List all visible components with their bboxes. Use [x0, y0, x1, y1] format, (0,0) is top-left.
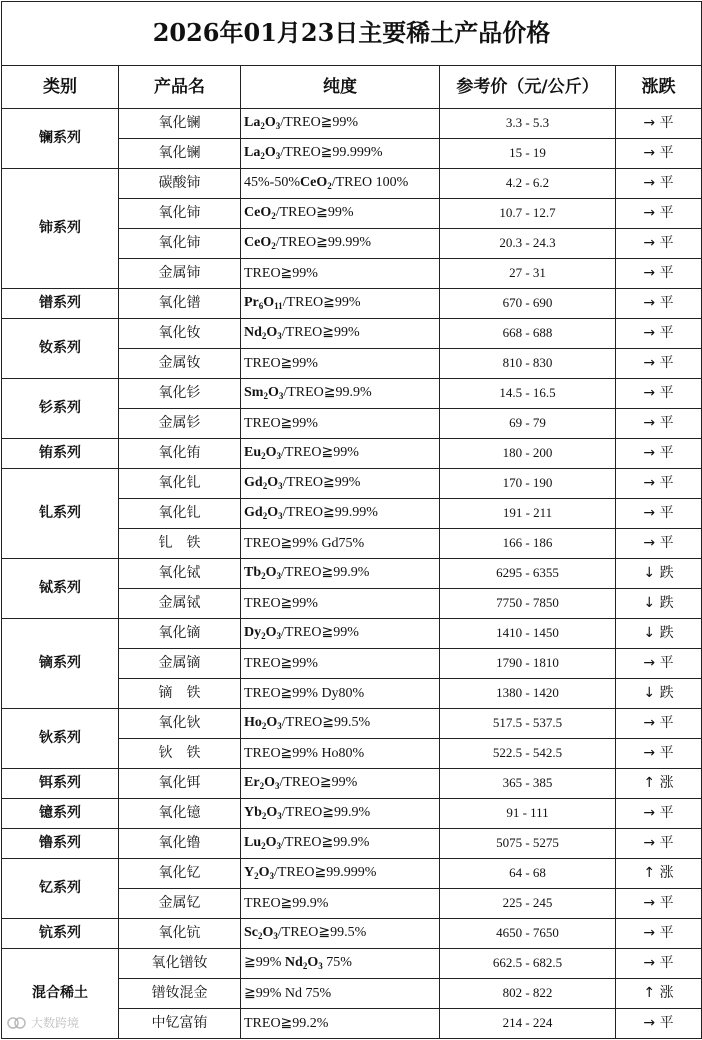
product-cell: 钆 铁 — [119, 529, 241, 559]
purity-cell — [241, 589, 440, 619]
header-row — [2, 66, 702, 109]
purity-cell — [241, 379, 440, 409]
chemical-formula: $Gd_2O_3$ — [244, 505, 283, 522]
purity-suffix: /TREO≧99% — [275, 205, 354, 221]
watermark-text: 大数跨境 — [31, 1016, 80, 1030]
purity-suffix: TREO≧99% Gd75% — [244, 535, 365, 551]
purity-cell — [241, 319, 440, 349]
price-cell: 4.2 - 6.2 — [440, 169, 616, 199]
chemical-formula: $Nd_2O_3$ — [284, 955, 323, 972]
title-row — [2, 2, 702, 66]
trend-cell: ↓ 跌 — [616, 679, 702, 709]
product-cell: 氧化镨钕 — [119, 949, 241, 979]
price-cell: 166 - 186 — [440, 529, 616, 559]
chemical-formula: $Lu_2O_3$ — [244, 835, 282, 852]
product-cell: 氧化钆 — [119, 499, 241, 529]
price-table — [1, 1, 702, 1039]
chemical-formula: $Dy_2O_3$ — [244, 625, 282, 642]
product-cell: 氧化镝 — [119, 619, 241, 649]
purity-cell — [241, 709, 440, 739]
chemical-formula: $Y_2O_3$ — [244, 865, 275, 882]
product-cell: 氧化钕 — [119, 319, 241, 349]
price-cell: 15 - 19 — [440, 139, 616, 169]
price-cell: 91 - 111 — [440, 799, 616, 829]
purity-suffix: 75% — [322, 955, 352, 971]
price-cell: 64 - 68 — [440, 859, 616, 889]
table-row — [2, 169, 702, 199]
price-cell: 20.3 - 24.3 — [440, 229, 616, 259]
trend-cell: → 平 — [616, 259, 702, 289]
watermark — [6, 1014, 79, 1031]
product-cell: 金属钕 — [119, 349, 241, 379]
purity-cell — [241, 859, 440, 889]
purity-suffix: /TREO≧99.99% — [275, 235, 372, 251]
product-cell: 氧化钪 — [119, 919, 241, 949]
table-row — [2, 709, 702, 739]
purity-suffix: TREO≧99% — [244, 595, 318, 611]
price-cell: 1790 - 1810 — [440, 649, 616, 679]
table-row — [2, 619, 702, 649]
table-row — [2, 559, 702, 589]
table-row — [2, 769, 702, 799]
price-cell: 4650 - 7650 — [440, 919, 616, 949]
price-cell: 1410 - 1450 — [440, 619, 616, 649]
trend-cell: ↑ 涨 — [616, 979, 702, 1009]
header-category: 类别 — [2, 66, 119, 109]
table-row — [2, 319, 702, 349]
trend-cell: → 平 — [616, 529, 702, 559]
table-row — [2, 469, 702, 499]
purity-cell — [241, 949, 440, 979]
purity-cell — [241, 559, 440, 589]
purity-suffix: /TREO≧99% — [282, 475, 361, 491]
purity-cell — [241, 769, 440, 799]
trend-cell: → 平 — [616, 739, 702, 769]
purity-cell — [241, 649, 440, 679]
purity-suffix: /TREO≧99.9% — [281, 835, 370, 851]
purity-cell — [241, 439, 440, 469]
header-purity: 纯度 — [241, 66, 440, 109]
product-cell: 氧化铈 — [119, 199, 241, 229]
price-cell: 69 - 79 — [440, 409, 616, 439]
table-row — [2, 799, 702, 829]
purity-suffix: /TREO≧99.5% — [277, 925, 367, 941]
purity-prefix: 45%-50% — [244, 175, 300, 191]
trend-cell: → 平 — [616, 1009, 702, 1039]
purity-cell — [241, 919, 440, 949]
trend-cell: → 平 — [616, 409, 702, 439]
purity-prefix: ≧99% — [244, 955, 285, 971]
header-trend: 涨跌 — [616, 66, 702, 109]
product-cell: 氧化钐 — [119, 379, 241, 409]
chemical-formula: CeO$_2$ — [244, 205, 276, 222]
table-row — [2, 919, 702, 949]
purity-suffix: /TREO≧99% — [281, 625, 359, 641]
product-cell: 中钇富铕 — [119, 1009, 241, 1039]
product-cell: 氧化铒 — [119, 769, 241, 799]
category-cell: 镝系列 — [2, 619, 119, 709]
chemical-formula: $Sm_2O_3$ — [244, 385, 284, 402]
purity-suffix: /TREO≧99% — [281, 325, 360, 341]
chemical-formula: $Nd_2O_3$ — [244, 325, 282, 342]
product-cell: 金属铈 — [119, 259, 241, 289]
purity-suffix: TREO≧99% Ho80% — [244, 745, 365, 761]
product-cell: 氧化镧 — [119, 109, 241, 139]
category-cell: 铈系列 — [2, 169, 119, 289]
purity-cell — [241, 619, 440, 649]
trend-cell: → 平 — [616, 289, 702, 319]
purity-cell — [241, 349, 440, 379]
purity-cell — [241, 109, 440, 139]
product-cell: 氧化铕 — [119, 439, 241, 469]
price-cell: 7750 - 7850 — [440, 589, 616, 619]
purity-suffix: TREO≧99% — [244, 355, 318, 371]
category-cell: 钕系列 — [2, 319, 119, 379]
category-cell: 镥系列 — [2, 829, 119, 859]
price-cell: 191 - 211 — [440, 499, 616, 529]
purity-cell — [241, 289, 440, 319]
trend-cell: → 平 — [616, 919, 702, 949]
trend-cell: → 平 — [616, 319, 702, 349]
purity-cell — [241, 889, 440, 919]
product-cell: 氧化钇 — [119, 859, 241, 889]
purity-suffix: /TREO≧99% — [282, 295, 361, 311]
trend-cell: → 平 — [616, 649, 702, 679]
table-row — [2, 829, 702, 859]
chemical-formula: $Sc_2O_3$ — [244, 925, 278, 942]
chemical-formula: $Ho_2O_3$ — [244, 715, 282, 732]
price-cell: 225 - 245 — [440, 889, 616, 919]
category-cell: 钪系列 — [2, 919, 119, 949]
product-cell: 金属铽 — [119, 589, 241, 619]
price-cell: 662.5 - 682.5 — [440, 949, 616, 979]
trend-cell: → 平 — [616, 889, 702, 919]
product-cell: 氧化钬 — [119, 709, 241, 739]
category-cell: 镨系列 — [2, 289, 119, 319]
purity-suffix: /TREO≧99% — [281, 445, 359, 461]
product-cell: 镝 铁 — [119, 679, 241, 709]
table-row — [2, 379, 702, 409]
product-cell: 氧化镥 — [119, 829, 241, 859]
price-cell: 810 - 830 — [440, 349, 616, 379]
price-cell: 27 - 31 — [440, 259, 616, 289]
category-cell: 钐系列 — [2, 379, 119, 439]
purity-suffix: /TREO≧99% — [280, 115, 359, 131]
purity-suffix: /TREO≧99.5% — [281, 715, 371, 731]
price-cell: 365 - 385 — [440, 769, 616, 799]
purity-cell — [241, 199, 440, 229]
purity-cell — [241, 409, 440, 439]
purity-suffix: /TREO≧99.99% — [282, 505, 378, 521]
purity-cell — [241, 139, 440, 169]
trend-cell: → 平 — [616, 709, 702, 739]
trend-cell: → 平 — [616, 499, 702, 529]
purity-cell — [241, 799, 440, 829]
trend-cell: → 平 — [616, 109, 702, 139]
price-cell: 802 - 822 — [440, 979, 616, 1009]
trend-cell: → 平 — [616, 379, 702, 409]
purity-suffix: TREO≧99% — [244, 655, 318, 671]
trend-cell: → 平 — [616, 439, 702, 469]
category-cell: 铒系列 — [2, 769, 119, 799]
table-row — [2, 109, 702, 139]
chemical-formula: $Eu_2O_3$ — [244, 445, 282, 462]
price-cell: 6295 - 6355 — [440, 559, 616, 589]
purity-cell — [241, 499, 440, 529]
purity-cell — [241, 979, 440, 1009]
purity-cell — [241, 259, 440, 289]
product-cell: 金属钐 — [119, 409, 241, 439]
price-cell: 1380 - 1420 — [440, 679, 616, 709]
trend-cell: → 平 — [616, 139, 702, 169]
purity-suffix: /TREO≧99.999% — [280, 145, 383, 161]
product-cell: 氧化镨 — [119, 289, 241, 319]
trend-cell: ↓ 跌 — [616, 559, 702, 589]
category-cell: 钇系列 — [2, 859, 119, 919]
product-cell: 氧化铈 — [119, 229, 241, 259]
purity-cell — [241, 829, 440, 859]
product-cell: 氧化镱 — [119, 799, 241, 829]
purity-cell — [241, 229, 440, 259]
table-row — [2, 859, 702, 889]
purity-suffix: /TREO≧99.999% — [274, 865, 377, 881]
purity-suffix: TREO≧99% Dy80% — [244, 685, 365, 701]
purity-suffix: TREO≧99% — [244, 265, 318, 281]
category-cell: 混合稀土 — [2, 949, 119, 1039]
trend-cell: → 平 — [616, 229, 702, 259]
trend-cell: → 平 — [616, 199, 702, 229]
chemical-formula: $Er_2O_3$ — [244, 775, 280, 792]
chemical-formula: $Tb_2O_3$ — [244, 565, 282, 582]
purity-suffix: /TREO≧99% — [279, 775, 358, 791]
product-cell: 钬 铁 — [119, 739, 241, 769]
purity-suffix: /TREO≧99.9% — [281, 565, 370, 581]
trend-cell: → 平 — [616, 169, 702, 199]
trend-cell: ↑ 涨 — [616, 859, 702, 889]
price-cell: 670 - 690 — [440, 289, 616, 319]
trend-cell: → 平 — [616, 949, 702, 979]
trend-cell: ↓ 跌 — [616, 619, 702, 649]
chemical-formula: CeO$_2$ — [244, 235, 276, 252]
purity-suffix: ≧99% Nd 75% — [244, 985, 332, 1001]
price-cell: 180 - 200 — [440, 439, 616, 469]
purity-suffix: /TREO≧99.9% — [281, 805, 371, 821]
trend-cell: ↑ 涨 — [616, 769, 702, 799]
price-cell: 522.5 - 542.5 — [440, 739, 616, 769]
product-cell: 氧化钆 — [119, 469, 241, 499]
category-cell: 钆系列 — [2, 469, 119, 559]
price-cell: 170 - 190 — [440, 469, 616, 499]
link-logo-icon — [6, 1016, 28, 1030]
purity-suffix: TREO≧99% — [244, 415, 318, 431]
table-row — [2, 289, 702, 319]
trend-cell: → 平 — [616, 829, 702, 859]
table-title: 2026年01月23日主要稀土产品价格 — [2, 2, 702, 66]
trend-cell: → 平 — [616, 799, 702, 829]
purity-suffix: TREO≧99.2% — [244, 1015, 329, 1031]
chemical-formula: CeO$_2$ — [300, 175, 332, 192]
table-row — [2, 439, 702, 469]
product-cell: 氧化铽 — [119, 559, 241, 589]
price-cell: 3.3 - 5.3 — [440, 109, 616, 139]
price-cell: 517.5 - 537.5 — [440, 709, 616, 739]
category-cell: 铽系列 — [2, 559, 119, 619]
header-product: 产品名 — [119, 66, 241, 109]
product-cell: 金属钇 — [119, 889, 241, 919]
product-cell: 碳酸铈 — [119, 169, 241, 199]
chemical-formula: $La_2O_3$ — [244, 115, 281, 132]
purity-cell — [241, 1009, 440, 1039]
category-cell: 钬系列 — [2, 709, 119, 769]
category-cell: 镧系列 — [2, 109, 119, 169]
chemical-formula: $La_2O_3$ — [244, 145, 281, 162]
table-row — [2, 949, 702, 979]
category-cell: 铕系列 — [2, 439, 119, 469]
chemical-formula: $Yb_2O_3$ — [244, 805, 282, 822]
price-cell: 14.5 - 16.5 — [440, 379, 616, 409]
product-cell: 氧化镧 — [119, 139, 241, 169]
price-cell: 214 - 224 — [440, 1009, 616, 1039]
price-cell: 10.7 - 12.7 — [440, 199, 616, 229]
purity-cell — [241, 169, 440, 199]
product-cell: 镨钕混金 — [119, 979, 241, 1009]
purity-cell — [241, 739, 440, 769]
price-cell: 668 - 688 — [440, 319, 616, 349]
purity-cell — [241, 469, 440, 499]
trend-cell: → 平 — [616, 349, 702, 379]
header-price: 参考价（元/公斤） — [440, 66, 616, 109]
chemical-formula: $Gd_2O_3$ — [244, 475, 283, 492]
purity-cell — [241, 529, 440, 559]
category-cell: 镱系列 — [2, 799, 119, 829]
product-cell: 金属镝 — [119, 649, 241, 679]
purity-suffix: /TREO≧99.9% — [283, 385, 372, 401]
purity-suffix: /TREO 100% — [331, 175, 409, 191]
purity-cell — [241, 679, 440, 709]
trend-cell: ↓ 跌 — [616, 589, 702, 619]
purity-suffix: TREO≧99.9% — [244, 895, 329, 911]
chemical-formula: $Pr_6O_{11}$ — [244, 295, 283, 312]
price-cell: 5075 - 5275 — [440, 829, 616, 859]
trend-cell: → 平 — [616, 469, 702, 499]
